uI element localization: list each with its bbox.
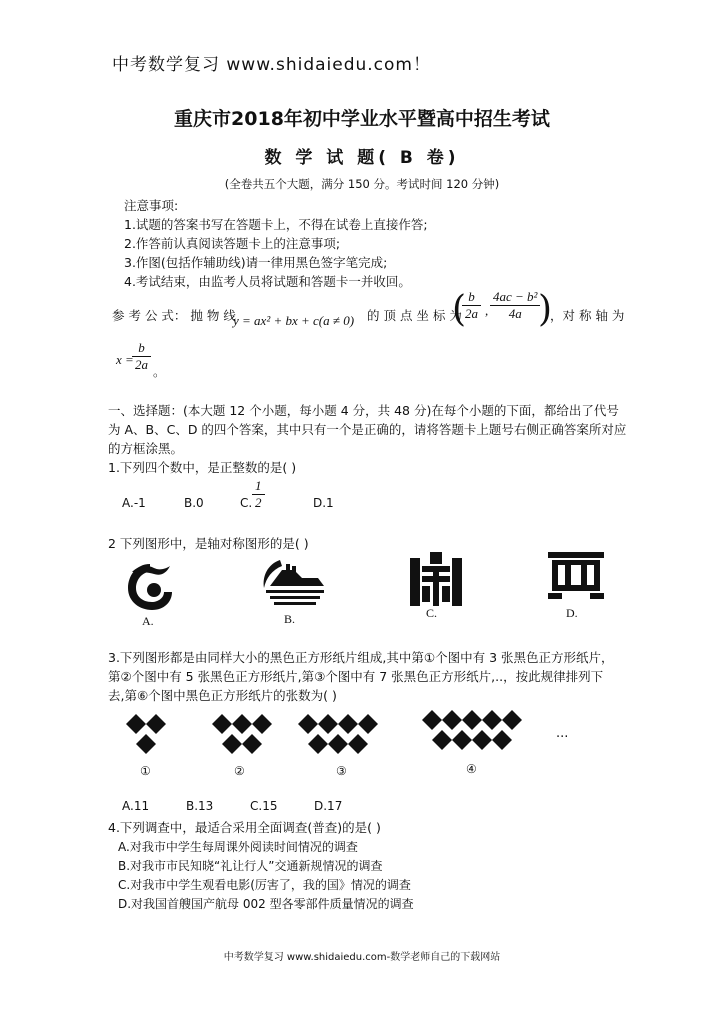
q4-option-c: C.对我市中学生观看电影(厉害了，我的国》情况的调查	[118, 878, 411, 892]
q2-label-d: D.	[566, 606, 578, 620]
axis-end: 。	[153, 364, 166, 379]
q3-diamond	[502, 710, 522, 730]
site-header: 中考数学复习 www.shidaiedu.com！	[112, 55, 431, 75]
q4-option-b: B.对我市市民知晓“礼让行人”交通新规情况的调查	[118, 859, 383, 873]
q3-option-b: B.13	[186, 799, 214, 813]
q1-option-a: A.-1	[122, 496, 146, 510]
q3-diamond	[212, 714, 232, 734]
axis-fraction	[132, 340, 151, 373]
q1-option-d: D.1	[313, 496, 334, 510]
q3-diamond	[422, 710, 442, 730]
q3-diamond	[482, 710, 502, 730]
q3-figure-label: ④	[466, 762, 477, 776]
q3-figure-label: ①	[140, 764, 151, 778]
formula-equation: y = ax² + bx + c(a ≠ 0)	[233, 313, 355, 328]
q1-c-den: 2	[255, 495, 262, 510]
exam-scope: (全卷共五个大题，满分 150 分。考试时间 120 分钟)	[224, 177, 500, 191]
question-2-text: 2 下列图形中，是轴对称图形的是( )	[108, 536, 309, 551]
vertex-comma: ,	[485, 303, 489, 318]
q4-option-d: D.对我国首艘国产航母 002 型各零部件质量情况的调查	[118, 897, 414, 911]
note-item: 2.作答前认真阅读答题卡上的注意事项;	[124, 236, 341, 251]
q4-option-a: A.对我市中学生每周课外阅读时间情况的调查	[118, 840, 358, 854]
section-intro-line: 一、选择题：(本大题 12 个小题，每小题 4 分，共 48 分)在每个小题的下面，都给出了代号	[108, 403, 619, 418]
note-item: 3.作图(包括作辅助线)请一律用黑色签字笔完成;	[124, 255, 388, 270]
q2-figure-d-glyph	[548, 552, 604, 602]
notes-heading: 注意事项:	[124, 198, 179, 213]
q2-label-c: C.	[426, 606, 438, 620]
q3-pattern-4	[420, 708, 540, 762]
formula-prefix: 参 考 公 式： 抛 物 线	[112, 308, 236, 323]
axis-lhs: x =	[116, 352, 134, 367]
exam-subtitle: 数 学 试 题( B 卷)	[264, 148, 460, 168]
q3-diamond	[328, 734, 348, 754]
q3-diamond	[338, 714, 358, 734]
right-paren: )	[538, 289, 553, 330]
q3-diamond	[232, 714, 252, 734]
q3-diamond	[298, 714, 318, 734]
q3-option-a: A.11	[122, 799, 150, 813]
page-footer: 中考数学复习 www.shidaiedu.com-数学老师自己的下载网站	[223, 952, 501, 963]
q2-figure-b-ship	[260, 556, 330, 610]
q3-ellipsis: ...	[556, 726, 569, 741]
q3-diamond	[308, 734, 328, 754]
q3-diamond	[358, 714, 378, 734]
q3-diamond	[348, 734, 368, 754]
axis-num: b	[132, 340, 151, 357]
q3-diamond	[318, 714, 338, 734]
q3-pattern-2	[210, 712, 280, 762]
q3-diamond	[432, 730, 452, 750]
q2-figure-c-glyph	[408, 552, 464, 608]
question-3-line: 第②个图中有 5 张黑色正方形纸片,第③个图中有 7 张黑色正方形纸片,..，按此规律排列下	[108, 669, 604, 684]
q1-c-fraction	[252, 478, 265, 511]
q3-diamond	[462, 710, 482, 730]
note-item: 4.考试结束，由监考人员将试题和答题卡一并收回。	[124, 274, 411, 289]
note-item: 1.试题的答案书写在答题卡上，不得在试卷上直接作答;	[124, 217, 428, 232]
q3-figure-label: ②	[234, 764, 245, 778]
q1-option-c: C.	[240, 496, 253, 510]
q3-figure-label: ③	[336, 764, 347, 778]
q2-label-a: A.	[142, 614, 154, 628]
section-intro-line: 的方框涂黑。	[108, 441, 184, 456]
q3-option-d: D.17	[314, 799, 343, 813]
q3-diamond	[442, 710, 462, 730]
question-3-line: 去,第⑥个图中黑色正方形纸片的张数为( )	[108, 688, 337, 703]
section-intro-line: 为 A、B、C、D 的四个答案，其中只有一个是正确的，请将答题卡上题号右侧正确答案所对应	[108, 422, 627, 437]
vertex-x-den: 2a	[465, 306, 478, 321]
question-1-text: 1.下列四个数中，是正整数的是( )	[108, 460, 297, 475]
axis-den: 2a	[135, 357, 148, 372]
question-4-text: 4.下列调查中，最适合采用全面调查(普查)的是( )	[108, 820, 381, 835]
q3-diamond	[146, 714, 166, 734]
q3-diamond	[252, 714, 272, 734]
exam-title: 重庆市2018年初中学业水平暨高中招生考试	[174, 108, 550, 130]
q2-figure-a-emblem	[124, 558, 176, 612]
left-paren: (	[452, 289, 467, 330]
q3-diamond	[242, 734, 262, 754]
q3-pattern-3	[296, 712, 386, 762]
q1-c-num: 1	[252, 478, 265, 495]
q3-diamond	[492, 730, 512, 750]
q3-diamond	[472, 730, 492, 750]
q2-label-b: B.	[284, 612, 296, 626]
formula-suffix: ，对 称 轴 为	[550, 308, 625, 323]
q3-diamond	[452, 730, 472, 750]
q3-diamond	[136, 734, 156, 754]
q3-diamond	[222, 734, 242, 754]
q3-diamond	[126, 714, 146, 734]
vertex-y-num: 4ac − b²	[490, 289, 540, 306]
q3-option-c: C.15	[250, 799, 278, 813]
formula-middle: 的 顶 点 坐 标 为	[367, 308, 462, 323]
vertex-x-num: b	[462, 289, 481, 306]
q1-option-b: B.0	[184, 496, 204, 510]
question-3-line: 3.下列图形都是由同样大小的黑色正方形纸片组成,其中第①个图中有 3 张黑色正方形纸片，	[108, 650, 614, 665]
vertex-y-fraction	[490, 289, 540, 322]
vertex-y-den: 4a	[508, 306, 522, 321]
vertex-x-fraction	[462, 289, 481, 322]
q3-pattern-1	[124, 712, 174, 762]
